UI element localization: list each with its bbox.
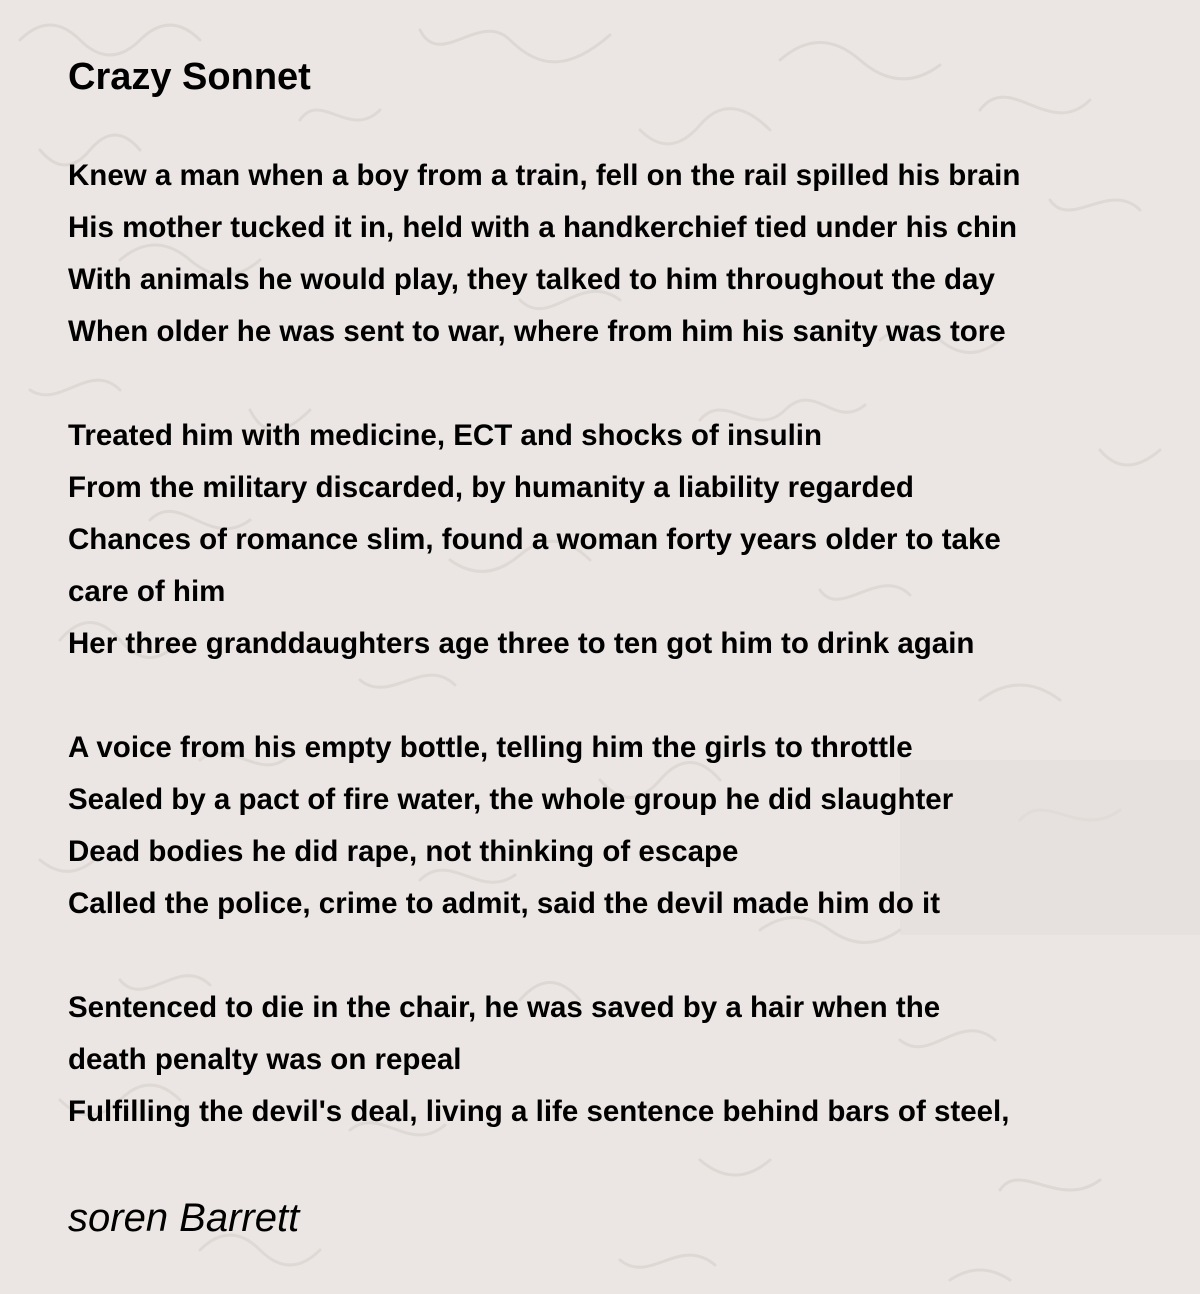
stanza-3	[68, 722, 1178, 930]
poem-line: Treated him with medicine, ECT and shocks of insulin	[68, 419, 823, 452]
poem-line: Knew a man when a boy from a train, fell on the rail spilled his brain	[68, 159, 1021, 192]
stanza-1	[68, 150, 1178, 358]
poem-line: death penalty was on repeal	[68, 1043, 462, 1076]
poem-title: Crazy Sonnet	[68, 56, 311, 98]
poem-line: His mother tucked it in, held with a handkerchief tied under his chin	[68, 211, 1018, 244]
stanza-4	[68, 982, 1178, 1138]
poem-line: Sentenced to die in the chair, he was saved by a hair when the	[68, 991, 941, 1024]
poem-line: Called the police, crime to admit, said the devil made him do it	[68, 887, 941, 920]
poem-line: With animals he would play, they talked to him throughout the day	[68, 263, 995, 296]
poem-line: Chances of romance slim, found a woman forty years older to take	[68, 523, 1001, 556]
poem-line: care of him	[68, 575, 226, 608]
poem-line: Fulfilling the devil's deal, living a life sentence behind bars of steel,	[68, 1095, 1010, 1128]
poem-line: Her three granddaughters age three to ten got him to drink again	[68, 627, 975, 660]
poem-line: Sealed by a pact of fire water, the whole group he did slaughter	[68, 783, 954, 816]
poem-body	[68, 150, 1178, 1190]
poem-author: soren Barrett	[68, 1196, 300, 1240]
poem-line: From the military discarded, by humanity a liability regarded	[68, 471, 914, 504]
poem-line: When older he was sent to war, where from him his sanity was tore	[68, 315, 1006, 348]
poem-line: Dead bodies he did rape, not thinking of escape	[68, 835, 739, 868]
poem-line: A voice from his empty bottle, telling him the girls to throttle	[68, 731, 913, 764]
stanza-2	[68, 410, 1178, 670]
